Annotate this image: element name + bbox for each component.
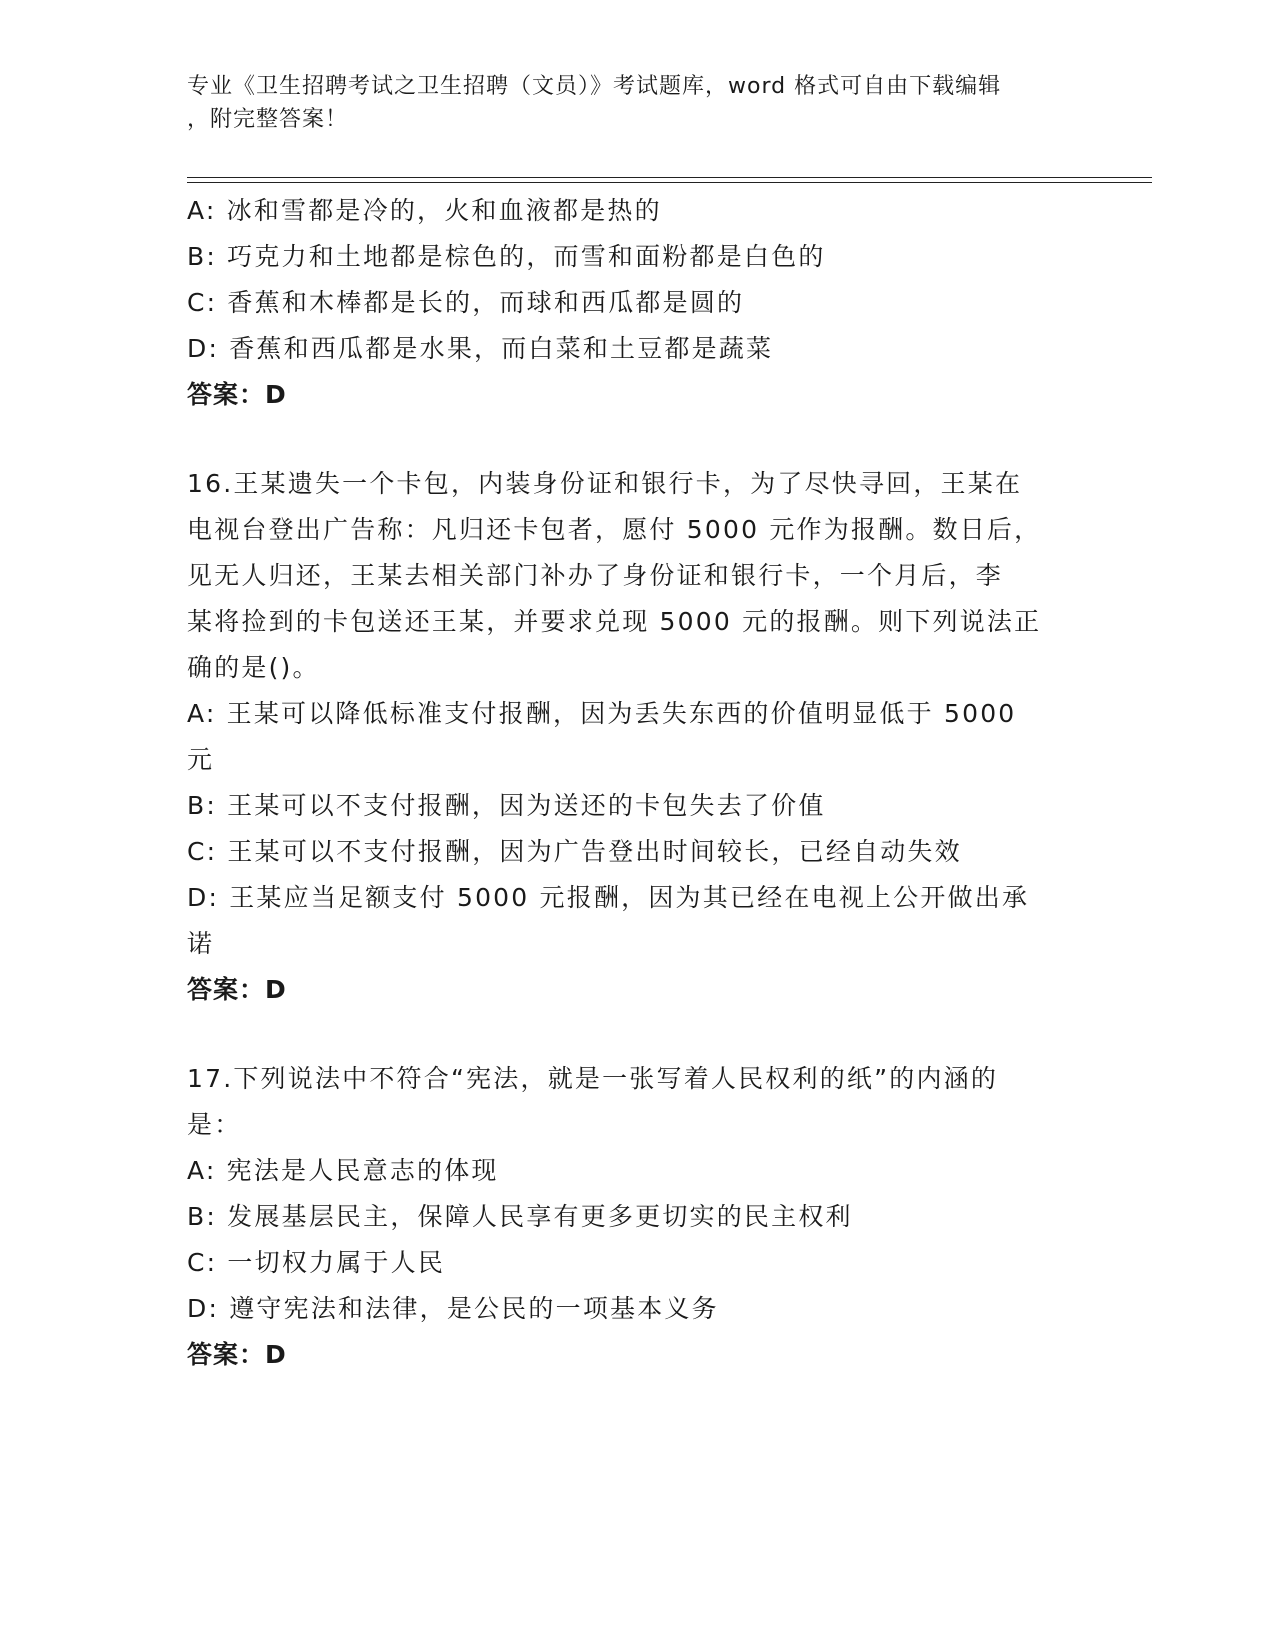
option-d-continued: 诺 [187,929,215,958]
spacer [187,418,1087,461]
question-stem-line: 17.下列说法中不符合“宪法，就是一张写着人民权利的纸”的内涵的 [187,1064,999,1093]
answer: 答案：D [187,975,287,1004]
option-b: B: 巧克力和土地都是棕色的，而雪和面粉都是白色的 [187,242,826,271]
option-d: D: 王某应当足额支付 5000 元报酬，因为其已经在电视上公开做出承 [187,883,1030,912]
header-divider-bottom [187,182,1152,183]
option-a: A: 宪法是人民意志的体现 [187,1156,499,1185]
header-line-2: ，附完整答案！ [187,107,349,132]
question-15 [187,188,1087,418]
question-stem-line: 见无人归还，王某去相关部门补办了身份证和银行卡，一个月后，李 [187,561,1004,590]
option-a: A: 王某可以降低标准支付报酬，因为丢失东西的价值明显低于 5000 [187,699,1017,728]
question-stem-line: 16.王某遗失一个卡包，内装身份证和银行卡，为了尽快寻回，王某在 [187,469,1023,498]
question-17 [187,1056,1087,1378]
option-a-continued: 元 [187,745,215,774]
option-a: A: 冰和雪都是冷的，火和血液都是热的 [187,196,662,225]
option-d: D: 遵守宪法和法律，是公民的一项基本义务 [187,1294,719,1323]
question-stem-line: 是： [187,1110,242,1139]
option-c: C: 王某可以不支付报酬，因为广告登出时间较长，已经自动失效 [187,837,962,866]
header-divider-top [187,177,1152,178]
option-b: B: 发展基层民主，保障人民享有更多更切实的民主权利 [187,1202,853,1231]
question-stem-line: 确的是()。 [187,653,320,682]
answer: 答案：D [187,1340,287,1369]
question-stem-line: 电视台登出广告称：凡归还卡包者，愿付 5000 元作为报酬。数日后， [187,515,1042,544]
answer: 答案：D [187,380,287,409]
option-d: D: 香蕉和西瓜都是水果，而白菜和土豆都是蔬菜 [187,334,774,363]
header-line-1: 专业《卫生招聘考试之卫生招聘（文员）》考试题库，word 格式可自由下载编辑 [187,74,1002,99]
option-c: C: 香蕉和木棒都是长的，而球和西瓜都是圆的 [187,288,745,317]
document-header [187,70,1087,136]
question-stem-line: 某将捡到的卡包送还王某，并要求兑现 5000 元的报酬。则下列说法正 [187,607,1042,636]
question-16 [187,461,1087,1013]
option-c: C: 一切权力属于人民 [187,1248,446,1277]
spacer [187,1013,1087,1056]
question-content [187,188,1087,1378]
option-b: B: 王某可以不支付报酬，因为送还的卡包失去了价值 [187,791,826,820]
